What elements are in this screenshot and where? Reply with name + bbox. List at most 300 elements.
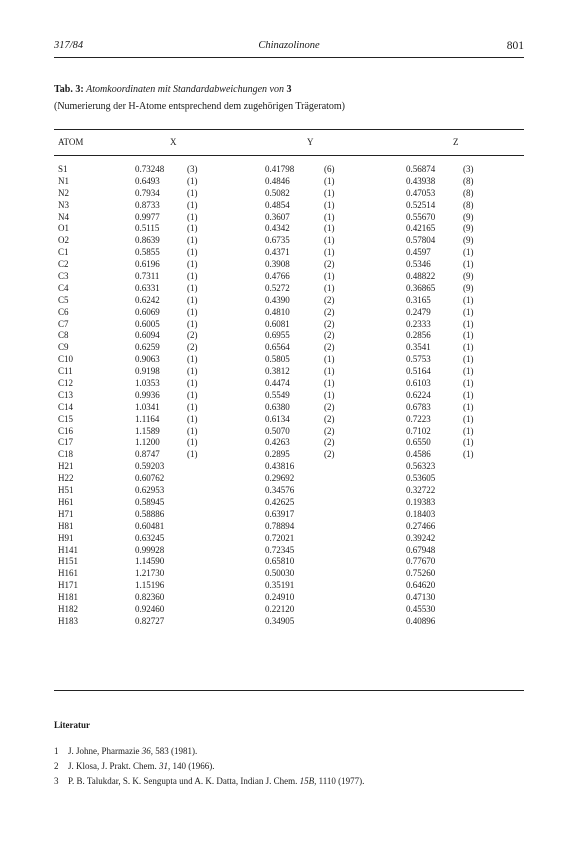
table-row	[54, 307, 524, 319]
cell-x: 1.0341	[135, 401, 160, 412]
cell-x: 0.82727	[135, 615, 165, 626]
cell-y: 0.6081	[265, 318, 290, 329]
cell-atom: S1	[58, 164, 68, 174]
cell-y: 0.22120	[265, 603, 295, 614]
table-row	[54, 580, 524, 592]
cell-y: 0.6134	[265, 413, 290, 424]
cell-x: 1.1589	[135, 425, 160, 436]
cell-x-error: (2)	[187, 330, 198, 341]
cell-atom: H183	[58, 615, 78, 626]
cell-atom: C17	[58, 437, 74, 448]
table-row	[54, 390, 524, 402]
cell-z-error: (9)	[463, 211, 474, 222]
column-header-x: X	[170, 137, 177, 147]
table-row	[54, 188, 524, 200]
cell-atom: H161	[58, 568, 78, 579]
cell-x: 0.9198	[135, 366, 160, 377]
cell-z-error: (1)	[463, 354, 474, 365]
cell-y: 0.42625	[265, 496, 295, 507]
cell-z: 0.47130	[406, 592, 436, 603]
cell-x: 0.9936	[135, 389, 160, 400]
cell-y: 0.34905	[265, 615, 295, 626]
cell-atom: C3	[58, 271, 69, 282]
cell-atom: C15	[58, 413, 74, 424]
cell-z: 0.2479	[406, 306, 431, 317]
reference-authors-journal: J. Klosa, J. Prakt. Chem.	[68, 761, 159, 771]
cell-z-error: (9)	[463, 235, 474, 246]
cell-z: 0.27466	[406, 520, 436, 531]
cell-atom: H51	[58, 485, 74, 496]
cell-atom: C4	[58, 282, 69, 293]
cell-z: 0.77670	[406, 556, 436, 567]
cell-x-error: (1)	[187, 389, 198, 400]
cell-z: 0.6224	[406, 389, 431, 400]
cell-z: 0.75260	[406, 568, 436, 579]
cell-z: 0.43938	[406, 175, 436, 186]
cell-z: 0.55670	[406, 211, 436, 222]
cell-z: 0.18403	[406, 508, 436, 519]
cell-y-error: (6)	[324, 164, 335, 174]
cell-y-error: (1)	[324, 247, 335, 258]
cell-atom: C2	[58, 259, 69, 270]
cell-x: 0.73248	[135, 164, 165, 174]
cell-z-error: (8)	[463, 175, 474, 186]
cell-atom: O1	[58, 223, 69, 234]
cell-y: 0.34576	[265, 485, 295, 496]
table-row	[54, 342, 524, 354]
cell-z: 0.3541	[406, 342, 431, 353]
table-header	[54, 137, 524, 151]
cell-y: 0.72021	[265, 532, 295, 543]
cell-atom: H182	[58, 603, 78, 614]
table-row	[54, 521, 524, 533]
cell-x: 0.7311	[135, 271, 160, 282]
cell-atom: C9	[58, 342, 69, 353]
reference-item	[54, 744, 524, 759]
cell-z: 0.7102	[406, 425, 431, 436]
cell-y: 0.4854	[265, 199, 290, 210]
cell-z: 0.19383	[406, 496, 436, 507]
cell-z: 0.45530	[406, 603, 436, 614]
cell-y: 0.4846	[265, 175, 290, 186]
cell-x: 1.1200	[135, 437, 160, 448]
table-row	[54, 485, 524, 497]
cell-y-error: (2)	[324, 306, 335, 317]
cell-y: 0.29692	[265, 473, 295, 484]
cell-x: 0.60481	[135, 520, 165, 531]
cell-x: 0.9063	[135, 354, 160, 365]
table-row	[54, 568, 524, 580]
cell-y-error: (2)	[324, 437, 335, 448]
cell-y: 0.3607	[265, 211, 290, 222]
cell-x: 0.6259	[135, 342, 160, 353]
cell-y: 0.63917	[265, 508, 295, 519]
cell-z-error: (1)	[463, 366, 474, 377]
cell-y-error: (1)	[324, 235, 335, 246]
cell-x-error: (1)	[187, 247, 198, 258]
cell-z: 0.5164	[406, 366, 431, 377]
column-header-atom: ATOM	[58, 137, 84, 147]
cell-x: 0.58886	[135, 508, 165, 519]
table-caption	[54, 84, 292, 95]
cell-z: 0.57804	[406, 235, 436, 246]
page-reference: 317/84	[54, 40, 84, 51]
cell-atom: N1	[58, 175, 69, 186]
cell-y-error: (1)	[324, 175, 335, 186]
cell-x-error: (1)	[187, 235, 198, 246]
cell-y: 0.4263	[265, 437, 290, 448]
cell-y-error: (1)	[324, 282, 335, 293]
reference-text	[68, 759, 215, 774]
table-row	[54, 437, 524, 449]
table-row	[54, 200, 524, 212]
cell-x-error: (1)	[187, 366, 198, 377]
table-row	[54, 247, 524, 259]
cell-x-error: (1)	[187, 413, 198, 424]
cell-z: 0.40896	[406, 615, 436, 626]
cell-x: 0.63245	[135, 532, 165, 543]
cell-x: 0.58945	[135, 496, 165, 507]
cell-x: 0.6069	[135, 306, 160, 317]
cell-x: 1.21730	[135, 568, 165, 579]
cell-z: 0.5346	[406, 259, 431, 270]
cell-y-error: (1)	[324, 354, 335, 365]
cell-y-error: (1)	[324, 187, 335, 198]
cell-atom: N2	[58, 187, 69, 198]
cell-z-error: (1)	[463, 389, 474, 400]
cell-x-error: (1)	[187, 425, 198, 436]
cell-z: 0.36865	[406, 282, 436, 293]
cell-y-error: (1)	[324, 211, 335, 222]
cell-z-error: (1)	[463, 306, 474, 317]
table-row	[54, 283, 524, 295]
reference-authors-journal: J. Johne, Pharmazie	[68, 746, 142, 756]
cell-z-error: (1)	[463, 247, 474, 258]
cell-y: 0.4342	[265, 223, 290, 234]
cell-y-error: (2)	[324, 401, 335, 412]
cell-x: 0.60762	[135, 473, 165, 484]
cell-x: 0.5855	[135, 247, 160, 258]
cell-atom: H151	[58, 556, 78, 567]
cell-z-error: (9)	[463, 223, 474, 234]
cell-y: 0.6955	[265, 330, 290, 341]
table-row	[54, 616, 524, 628]
cell-x-error: (1)	[187, 378, 198, 389]
cell-atom: C16	[58, 425, 74, 436]
cell-y-error: (2)	[324, 259, 335, 270]
cell-z-error: (1)	[463, 449, 474, 460]
table-row	[54, 533, 524, 545]
cell-atom: N4	[58, 211, 69, 222]
table-row	[54, 449, 524, 461]
cell-z-error: (9)	[463, 282, 474, 293]
cell-z: 0.6103	[406, 378, 431, 389]
table-row	[54, 497, 524, 509]
cell-z: 0.48822	[406, 271, 436, 282]
cell-atom: C11	[58, 366, 73, 377]
cell-x-error: (1)	[187, 318, 198, 329]
cell-x: 1.0353	[135, 378, 160, 389]
column-header-z: Z	[453, 137, 459, 147]
table-row	[54, 366, 524, 378]
cell-z: 0.64620	[406, 580, 436, 591]
cell-y: 0.24910	[265, 592, 295, 603]
cell-atom: H22	[58, 473, 74, 484]
cell-x-error: (1)	[187, 354, 198, 365]
table-label: Tab. 3:	[54, 84, 84, 95]
cell-z-error: (1)	[463, 318, 474, 329]
cell-y-error: (2)	[324, 449, 335, 460]
cell-x-error: (1)	[187, 449, 198, 460]
cell-x: 0.9977	[135, 211, 160, 222]
cell-y: 0.78894	[265, 520, 295, 531]
cell-atom: H91	[58, 532, 74, 543]
cell-x: 0.8733	[135, 199, 160, 210]
cell-y-error: (2)	[324, 294, 335, 305]
table-row	[54, 271, 524, 283]
cell-y: 0.3812	[265, 366, 290, 377]
cell-x: 0.6493	[135, 175, 160, 186]
cell-atom: C13	[58, 389, 74, 400]
reference-text	[68, 774, 364, 789]
cell-y-error: (1)	[324, 366, 335, 377]
cell-atom: C5	[58, 294, 69, 305]
reference-item	[54, 774, 524, 789]
cell-atom: H61	[58, 496, 74, 507]
reference-list	[54, 744, 524, 789]
cell-y: 0.72345	[265, 544, 295, 555]
cell-z-error: (3)	[463, 164, 474, 174]
cell-y-error: (1)	[324, 271, 335, 282]
reference-pages-year: 1110 (1977).	[316, 776, 365, 786]
cell-z-error: (1)	[463, 401, 474, 412]
cell-z: 0.56874	[406, 164, 436, 174]
table-row	[54, 556, 524, 568]
cell-y: 0.5070	[265, 425, 290, 436]
cell-z: 0.32722	[406, 485, 436, 496]
cell-x-error: (1)	[187, 437, 198, 448]
table-row	[54, 592, 524, 604]
cell-x-error: (1)	[187, 282, 198, 293]
running-title: Chinazolinone	[258, 40, 320, 51]
cell-z-error: (8)	[463, 199, 474, 210]
cell-x: 0.6196	[135, 259, 160, 270]
cell-x: 0.5115	[135, 223, 160, 234]
cell-y: 0.3908	[265, 259, 290, 270]
cell-x: 1.1164	[135, 413, 160, 424]
cell-atom: H171	[58, 580, 78, 591]
cell-z-error: (1)	[463, 425, 474, 436]
cell-z-error: (1)	[463, 259, 474, 270]
literature-heading: Literatur	[54, 720, 90, 730]
cell-x: 0.6331	[135, 282, 160, 293]
reference-number: 3	[54, 776, 59, 786]
cell-atom: H141	[58, 544, 78, 555]
cell-z: 0.3165	[406, 294, 431, 305]
cell-x-error: (1)	[187, 175, 198, 186]
cell-atom: C1	[58, 247, 69, 258]
reference-pages-year: 140 (1966).	[170, 761, 215, 771]
cell-x: 0.59203	[135, 461, 165, 472]
cell-x-error: (1)	[187, 306, 198, 317]
cell-z: 0.53605	[406, 473, 436, 484]
cell-atom: C14	[58, 401, 74, 412]
cell-z: 0.67948	[406, 544, 436, 555]
table-row	[54, 330, 524, 342]
cell-atom: O2	[58, 235, 69, 246]
reference-authors-journal: P. B. Talukdar, S. K. Sengupta und A. K. Datta, Indian J. Chem.	[68, 776, 300, 786]
cell-x: 0.7934	[135, 187, 160, 198]
table-row	[54, 235, 524, 247]
table-row	[54, 604, 524, 616]
cell-atom: C8	[58, 330, 69, 341]
cell-x-error: (1)	[187, 271, 198, 282]
cell-y: 0.65810	[265, 556, 295, 567]
cell-y-error: (1)	[324, 389, 335, 400]
cell-z-error: (1)	[463, 437, 474, 448]
cell-atom: N3	[58, 199, 69, 210]
table-note: (Numerierung der H-Atome entsprechend dem zugehörigen Trägeratom)	[54, 101, 346, 112]
cell-atom: C10	[58, 354, 74, 365]
column-header-y: Y	[307, 137, 314, 147]
table-row	[54, 176, 524, 188]
cell-x-error: (1)	[187, 223, 198, 234]
cell-y: 0.41798	[265, 164, 295, 174]
reference-volume: 36,	[141, 746, 153, 756]
cell-z-error: (8)	[463, 187, 474, 198]
table-row	[54, 164, 524, 176]
cell-y: 0.2895	[265, 449, 290, 460]
cell-atom: H81	[58, 520, 74, 531]
cell-z: 0.42165	[406, 223, 436, 234]
cell-atom: C7	[58, 318, 69, 329]
cell-y-error: (1)	[324, 378, 335, 389]
cell-z-error: (1)	[463, 413, 474, 424]
cell-y: 0.5805	[265, 354, 290, 365]
cell-y: 0.5082	[265, 187, 290, 198]
table-row	[54, 259, 524, 271]
cell-x: 0.6094	[135, 330, 160, 341]
cell-z: 0.7223	[406, 413, 431, 424]
cell-y-error: (2)	[324, 318, 335, 329]
table-body	[54, 164, 524, 628]
cell-y: 0.5549	[265, 389, 290, 400]
cell-z-error: (9)	[463, 271, 474, 282]
reference-number: 1	[54, 746, 59, 756]
cell-y-error: (2)	[324, 342, 335, 353]
compound-number: 3	[286, 84, 292, 95]
table-top-rule	[54, 129, 524, 130]
cell-z: 0.4586	[406, 449, 431, 460]
cell-atom: H181	[58, 592, 78, 603]
cell-x: 0.6005	[135, 318, 160, 329]
cell-x: 1.15196	[135, 580, 165, 591]
cell-y: 0.4766	[265, 271, 290, 282]
cell-z: 0.4597	[406, 247, 431, 258]
cell-y: 0.35191	[265, 580, 295, 591]
table-row	[54, 402, 524, 414]
cell-y-error: (2)	[324, 330, 335, 341]
cell-y: 0.50030	[265, 568, 295, 579]
cell-x-error: (1)	[187, 259, 198, 270]
running-head	[54, 40, 524, 56]
cell-y-error: (2)	[324, 425, 335, 436]
reference-item	[54, 759, 524, 774]
cell-x-error: (1)	[187, 199, 198, 210]
table-row	[54, 509, 524, 521]
table-row	[54, 319, 524, 331]
cell-z: 0.6550	[406, 437, 431, 448]
cell-x-error: (2)	[187, 342, 198, 353]
table-row	[54, 426, 524, 438]
cell-y: 0.6564	[265, 342, 290, 353]
cell-z: 0.6783	[406, 401, 431, 412]
table-row	[54, 461, 524, 473]
cell-z-error: (1)	[463, 294, 474, 305]
cell-y-error: (1)	[324, 199, 335, 210]
cell-x: 0.82360	[135, 592, 165, 603]
reference-text	[68, 744, 197, 759]
table-row	[54, 378, 524, 390]
table-row	[54, 354, 524, 366]
cell-x: 0.62953	[135, 485, 165, 496]
cell-x: 0.92460	[135, 603, 165, 614]
cell-z: 0.39242	[406, 532, 436, 543]
cell-y: 0.4474	[265, 378, 290, 389]
table-row	[54, 295, 524, 307]
cell-x-error: (1)	[187, 294, 198, 305]
cell-x: 0.8639	[135, 235, 160, 246]
cell-x-error: (3)	[187, 164, 198, 174]
cell-z-error: (1)	[463, 330, 474, 341]
cell-y: 0.4390	[265, 294, 290, 305]
page-number: 801	[506, 40, 524, 52]
reference-volume: 15B,	[299, 776, 317, 786]
cell-z: 0.2856	[406, 330, 431, 341]
cell-atom: C12	[58, 378, 74, 389]
cell-y-error: (2)	[324, 413, 335, 424]
table-title: Atomkoordinaten mit Standardabweichungen von	[86, 84, 284, 95]
table-row	[54, 223, 524, 235]
table-row	[54, 473, 524, 485]
cell-x-error: (1)	[187, 211, 198, 222]
cell-x-error: (1)	[187, 401, 198, 412]
cell-atom: H21	[58, 461, 74, 472]
table-row	[54, 545, 524, 557]
cell-atom: C6	[58, 306, 69, 317]
cell-y: 0.4371	[265, 247, 290, 258]
cell-y: 0.6735	[265, 235, 290, 246]
table-row	[54, 414, 524, 426]
cell-z: 0.5753	[406, 354, 431, 365]
cell-x: 1.14590	[135, 556, 165, 567]
cell-x-error: (1)	[187, 187, 198, 198]
cell-y-error: (1)	[324, 223, 335, 234]
cell-z: 0.52514	[406, 199, 436, 210]
cell-z: 0.47053	[406, 187, 436, 198]
cell-x: 0.6242	[135, 294, 160, 305]
header-rule	[54, 57, 524, 58]
reference-volume: 31,	[159, 761, 171, 771]
table-bottom-rule	[54, 690, 524, 691]
cell-z: 0.56323	[406, 461, 436, 472]
cell-z: 0.2333	[406, 318, 431, 329]
cell-y: 0.5272	[265, 282, 290, 293]
cell-z-error: (1)	[463, 378, 474, 389]
cell-y: 0.6380	[265, 401, 290, 412]
cell-z-error: (1)	[463, 342, 474, 353]
cell-atom: C18	[58, 449, 74, 460]
